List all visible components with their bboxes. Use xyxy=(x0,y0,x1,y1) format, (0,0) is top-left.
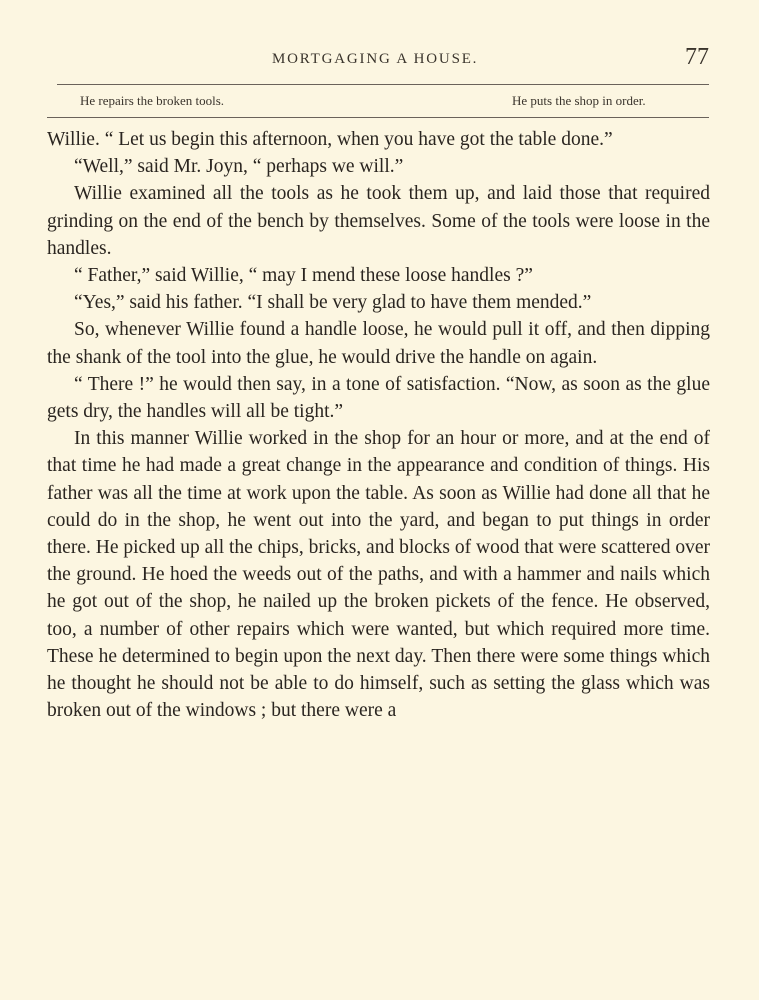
paragraph: In this manner Willie worked in the shop for an hour or more, and at the end of that time he had made a great change in the appearance and condition of things. His father was all the time at work upon the table. As soon as Willie had done all that he could do in the shop, he went out into the yard, and began to put things in order there. He picked up all the chips, bricks, and blocks of wood that were scattered over the ground. He hoed the weeds out of the paths, and with a hammer and nails which he got out of the shop, he nailed up the broken pickets of the fence. He observed, too, a number of other repairs which were wanted, but which required more time. These he determined to begin upon the next day. Then there were some things which he thought he should not be able to do himself, such as setting the glass which was broken out of the windows ; but there were a xyxy=(47,428,710,722)
sidenote-rule xyxy=(47,117,709,118)
paragraph: “ There !” he would then say, in a tone of satisfaction. “Now, as soon as the glue gets dry, the handles will all be tight.” xyxy=(47,373,710,423)
page-number: 77 xyxy=(685,44,709,70)
body-text xyxy=(47,126,710,724)
paragraph: “Yes,” said his father. “I shall be very glad to have them mended.” xyxy=(74,292,592,314)
paragraph: “Well,” said Mr. Joyn, “ perhaps we will.” xyxy=(74,156,404,178)
sidenote-left: He repairs the broken tools. xyxy=(80,93,225,108)
paragraph: So, whenever Willie found a handle loose, he would pull it off, and then dipping the shank of the tool into the glue, he would drive the handle on again. xyxy=(47,319,710,368)
running-head xyxy=(0,46,759,76)
running-title: MORTGAGING A HOUSE. xyxy=(272,51,479,67)
paragraph: Willie examined all the tools as he took them up, and laid those that required grinding on the end of the bench by themselves. Some of the tools were loose in the handles. xyxy=(47,183,710,259)
header-rule xyxy=(57,84,709,85)
paragraph: “ Father,” said Willie, “ may I mend these loose handles ?” xyxy=(74,265,533,287)
sidenote-right: He puts the shop in order. xyxy=(512,93,646,108)
paragraph: Willie. “ Let us begin this afternoon, when you have got the table done.” xyxy=(47,129,613,150)
